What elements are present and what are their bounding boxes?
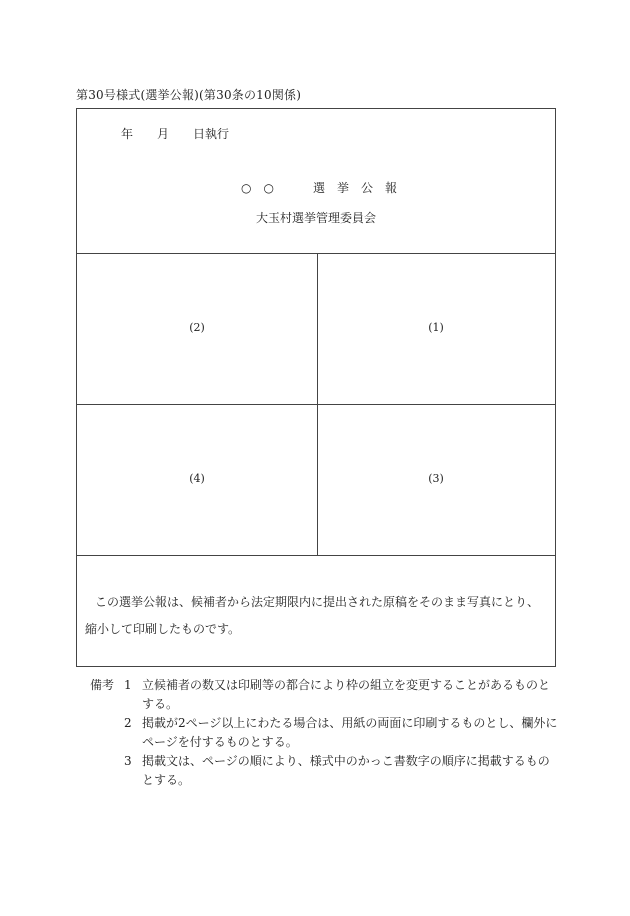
divider-header: [77, 253, 555, 254]
bulletin-title: 選 挙 公 報: [313, 181, 398, 195]
cell-label-1: (1): [428, 321, 444, 334]
election-name-placeholder: ○ ○: [241, 181, 274, 195]
remark-text: 立候補者の数又は印刷等の都合により枠の組立を変更することがあるものとする。: [142, 678, 551, 711]
committee-name: 大玉村選挙管理委員会: [255, 211, 376, 225]
remark-number: 3: [124, 754, 132, 768]
divider-bottom: [77, 555, 555, 556]
divider-middle: [77, 404, 555, 405]
cell-label-4: (4): [189, 472, 205, 485]
form-title: 第30号様式(選挙公報)(第30条の10関係): [76, 88, 302, 102]
cell-label-2: (2): [189, 321, 205, 334]
execution-date-line: 年 月 日執行: [121, 127, 230, 141]
cell-label-3: (3): [428, 472, 444, 485]
remark-number: 1: [124, 678, 132, 692]
remark-number: 2: [124, 716, 132, 730]
remarks-title: 備考: [90, 678, 115, 692]
bulletin-note: この選挙公報は、候補者から法定期限内に提出された原稿をそのまま写真にとり、縮小して印刷したものです。: [85, 595, 540, 636]
bulletin-frame: [76, 108, 556, 667]
remark-text: 掲載が2ページ以上にわたる場合は、用紙の両面に印刷するものとし、欄外にページを付するものとする。: [142, 716, 558, 749]
divider-vertical: [317, 253, 318, 555]
remark-text: 掲載文は、ページの順により、様式中のかっこ書数字の順序に掲載するものとする。: [142, 754, 550, 787]
